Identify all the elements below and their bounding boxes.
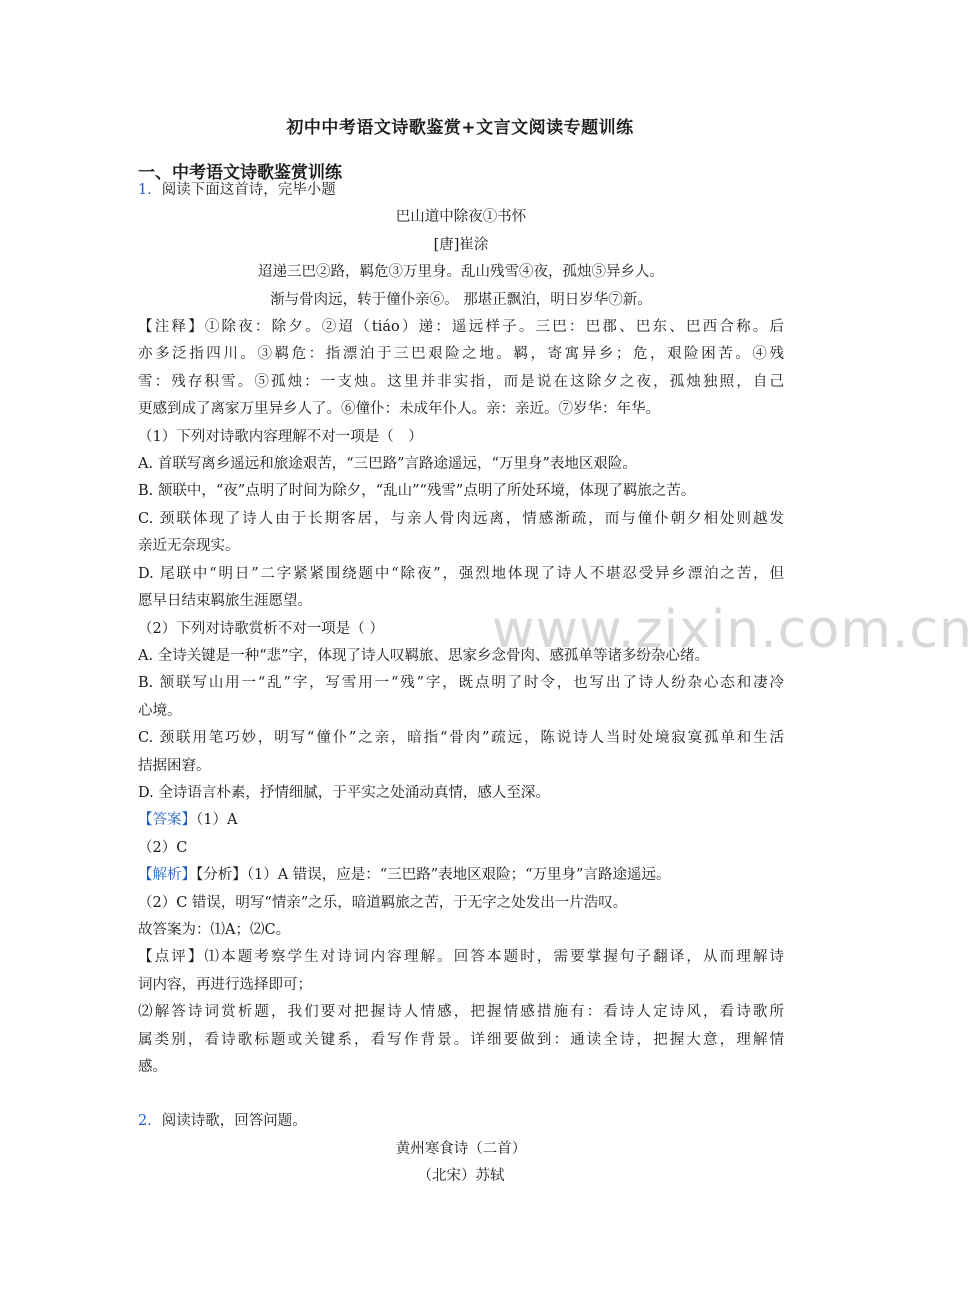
sub-question: （2）下列对诗歌赏析不对一项是（ ） — [138, 620, 384, 637]
section-heading: 一、中考语文诗歌鉴赏训练 — [138, 163, 342, 183]
annotation-line: 雪：残存积雪。⑤孤烛：一支烛。这里并非实指，而是说在这除夕之夜，孤烛独照，自己 — [138, 373, 784, 390]
analysis-text: 【分析】（1）A 错误，应是：“三巴路”表地区艰险；“万里身”言路途遥远。 — [196, 867, 671, 884]
option-continuation: 亲近无奈现实。 — [138, 538, 240, 555]
comment-line: 属类别，看诗歌标题或关键系，看写作背景。详细要做到：通读全诗，把握大意，理解情 — [138, 1031, 784, 1048]
option: B. 颔联写山用一“乱”字，写雪用一“残”字，既点明了时令，也写出了诗人纷杂心态和凄冷 — [138, 675, 784, 692]
option: C. 颈联用笔巧妙，明写“僮仆”之亲，暗指“骨肉”疏远，陈说诗人当时处境寂寞孤单和生活 — [138, 730, 784, 747]
document-title: 初中中考语文诗歌鉴赏+文言文阅读专题训练 — [286, 118, 634, 138]
question-number: 1． — [138, 182, 162, 198]
annotation-line: 更感到成了离家万里异乡人了。⑥僮仆：未成年仆人。亲：亲近。⑦岁华：年华。 — [138, 401, 660, 418]
poem-author: [唐]崔涂 — [433, 236, 489, 253]
answer-line — [138, 807, 784, 834]
poem-title: 黄州寒食诗（二首） — [395, 1140, 527, 1157]
option: A. 全诗关键是一种“悲”字，体现了诗人叹羁旅、思家乡念骨肉、感孤单等诸多纷杂心绪。 — [138, 647, 710, 664]
analysis-line — [138, 862, 784, 889]
question-2-header — [138, 1108, 784, 1135]
spacer — [138, 1081, 784, 1108]
option: A. 首联写离乡遥远和旅途艰苦，“三巴路”言路途遥远，“万里身”表地区艰险。 — [138, 456, 637, 473]
analysis-line: （2）C 错误，明写“情亲”之乐，暗道羁旅之苦，于无字之处发出一片浩叹。 — [138, 894, 628, 911]
comment-line: 【点评】⑴本题考察学生对诗词内容理解。回答本题时，需要掌握句子翻译，从而理解诗 — [138, 949, 784, 966]
option-continuation: 拮据困窘。 — [138, 757, 211, 774]
option: C. 颈联体现了诗人由于长期客居，与亲人骨肉远离，情感渐疏，而与僮仆朝夕相处则越发 — [138, 510, 784, 527]
poem-title: 巴山道中除夜①书怀 — [395, 209, 527, 226]
question-1-header — [138, 177, 784, 204]
option-continuation: 愿早日结束羁旅生涯愿望。 — [138, 593, 312, 610]
poem-author: （北宋）苏轼 — [417, 1168, 505, 1185]
option: B. 颔联中，“夜”点明了时间为除夕，“乱山”“残雪”点明了所处环境，体现了羁旅之苦。 — [138, 483, 696, 500]
watermark: www.zixin.com.cn — [492, 600, 973, 660]
poem-line: 渐与骨肉远，转于僮仆亲⑥。 那堪正飘泊，明日岁华⑦新。 — [270, 291, 652, 308]
annotation-line: 【注释】①除夜：除夕。②迢（tiáo）递：遥远样子。三巴：巴郡、巴东、巴西合称。后 — [138, 319, 784, 336]
analysis-line: 故答案为：⑴A；⑵C。 — [138, 921, 291, 938]
answer-line: （2）C — [138, 839, 188, 856]
question-number: 2． — [138, 1113, 162, 1130]
comment-line: 词内容，再进行选择即可； — [138, 976, 312, 993]
option: D. 全诗语言朴素，抒情细腻，于平实之处涌动真情，感人至深。 — [138, 784, 550, 801]
sub-question: （1）下列对诗歌内容理解不对一项是（ ） — [138, 428, 423, 445]
answer-value: （1）A — [196, 812, 238, 829]
option: D. 尾联中“明日”二字紧紧围绕题中“除夜”，强烈地体现了诗人不堪忍受异乡漂泊之苦，但 — [138, 565, 784, 582]
question-prompt: 阅读下面这首诗，完毕小题 — [161, 182, 336, 198]
answer-tag: 【答案】 — [138, 812, 196, 829]
question-prompt: 阅读诗歌，回答问题。 — [161, 1113, 307, 1130]
annotation-line: 亦多泛指四川。③羁危：指漂泊于三巴艰险之地。羁，寄寓异乡；危，艰险困苦。④残 — [138, 346, 784, 363]
document-body — [138, 177, 784, 1191]
comment-line: ⑵解答诗词赏析题，我们要对把握诗人情感，把握情感措施有：看诗人定诗风，看诗歌所 — [138, 1004, 784, 1021]
option-continuation: 心境。 — [138, 702, 182, 719]
comment-line: 感。 — [138, 1059, 167, 1075]
analysis-tag: 【解析】 — [138, 867, 196, 884]
poem-line: 迢递三巴②路，羁危③万里身。乱山残雪④夜，孤烛⑤异乡人。 — [258, 264, 664, 281]
